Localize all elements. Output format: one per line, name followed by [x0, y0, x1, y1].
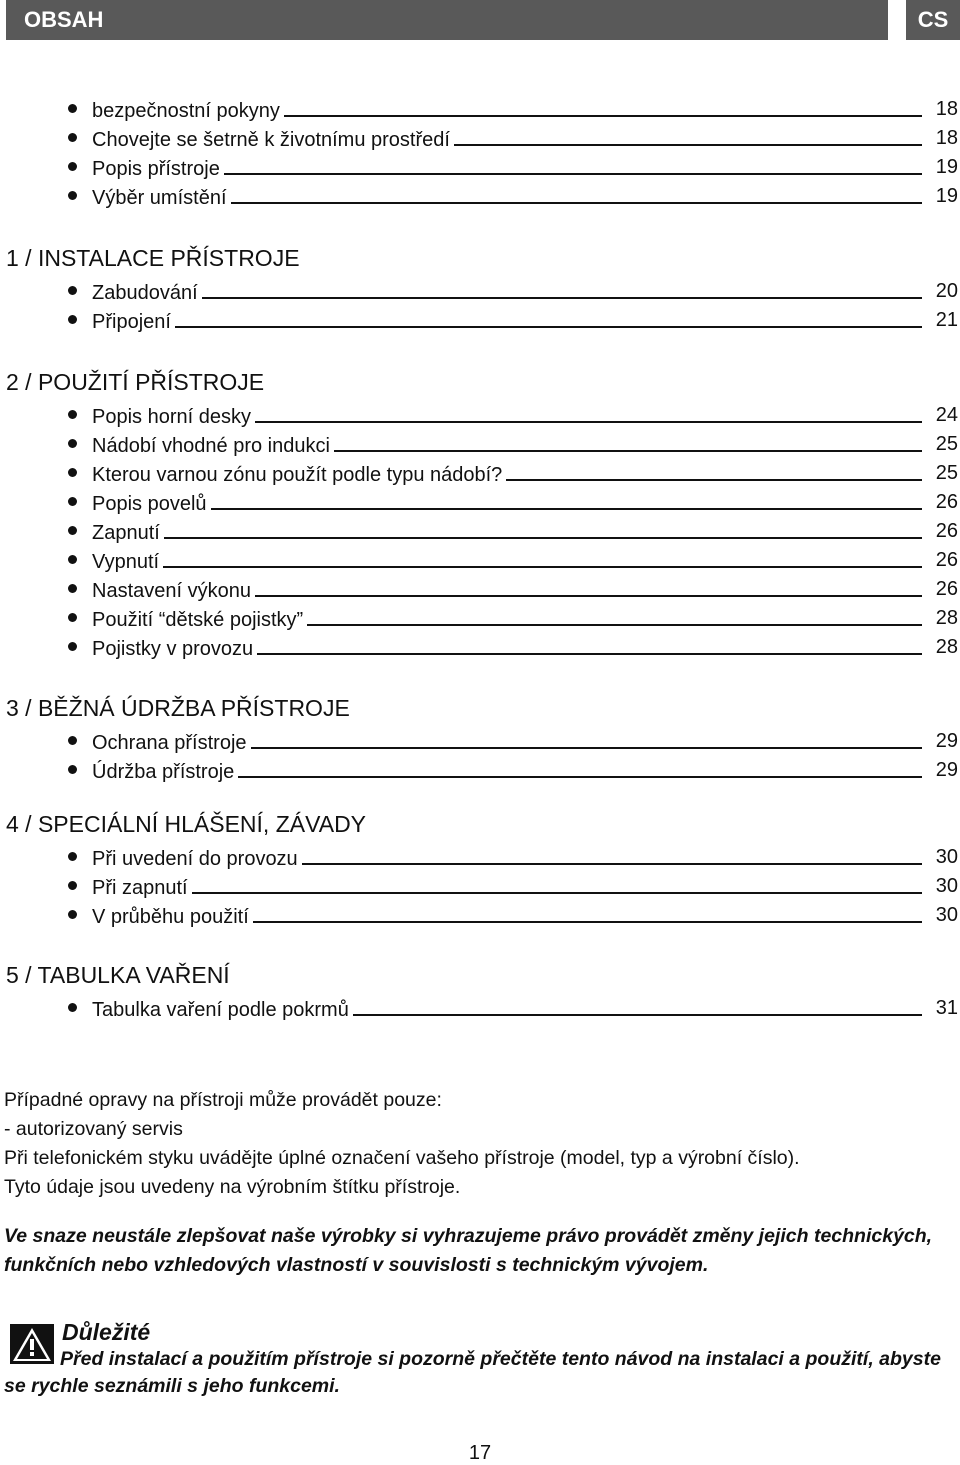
section-title: 2 / POUŽITÍ PŘÍSTROJE	[6, 369, 265, 395]
toc-entry[interactable]	[0, 400, 960, 429]
toc-entry-label: Zapnutí	[92, 522, 160, 544]
leader-line	[353, 1014, 922, 1016]
toc-entry-label: Popis přístroje	[92, 158, 220, 180]
bullet-icon	[68, 910, 77, 919]
page-number: 17	[468, 1442, 492, 1464]
bullet-icon	[68, 852, 77, 861]
toc-entry-label: Použití “dětské pojistky”	[92, 609, 304, 631]
toc-entry[interactable]	[0, 516, 960, 545]
toc-entry[interactable]	[0, 871, 960, 900]
toc-entry-label: Tabulka vaření podle pokrmů	[92, 999, 349, 1021]
toc-entry-page: 28	[935, 636, 958, 658]
leader-line	[164, 537, 922, 539]
leader-line	[454, 144, 922, 146]
leader-line	[255, 595, 922, 597]
bullet-icon	[68, 736, 77, 745]
toc-entry[interactable]	[0, 152, 960, 181]
bullet-icon	[68, 642, 77, 651]
bullet-icon	[68, 555, 77, 564]
toc-entry-label: Kterou varnou zónu použít podle typu nádobí?	[92, 464, 503, 486]
toc-entry-label: Ochrana přístroje	[92, 732, 247, 754]
toc-entry-label: Chovejte se šetrně k životnímu prostředí	[92, 129, 450, 151]
leader-line	[284, 115, 922, 117]
bullet-icon	[68, 468, 77, 477]
toc-entry[interactable]	[0, 632, 960, 661]
toc-entry-page: 29	[935, 759, 958, 781]
leader-line	[238, 776, 922, 778]
toc-entry-label: Nádobí vhodné pro indukci	[92, 435, 330, 457]
toc-entry-page: 20	[935, 280, 958, 302]
toc-entry[interactable]	[0, 900, 960, 929]
section-title: 5 / TABULKA VAŘENÍ	[6, 962, 230, 988]
notes-line-2: - autorizovaný servis	[4, 1118, 183, 1140]
leader-line	[251, 747, 922, 749]
notes-line-1: Případné opravy na přístroji může provádět pouze:	[4, 1089, 442, 1111]
section-title: 3 / BĚŽNÁ ÚDRŽBA PŘÍSTROJE	[6, 695, 350, 721]
leader-line	[506, 479, 922, 481]
toc-entry-page: 26	[935, 520, 958, 542]
leader-line	[253, 921, 922, 923]
toc-entry[interactable]	[0, 305, 960, 334]
bullet-icon	[68, 1003, 77, 1012]
toc-entry-page: 25	[935, 433, 958, 455]
toc-entry-page: 19	[935, 156, 958, 178]
toc-entry-label: Při zapnutí	[92, 877, 188, 899]
toc-entry-page: 29	[935, 730, 958, 752]
toc-entry-page: 26	[935, 578, 958, 600]
toc-entry-page: 30	[935, 846, 958, 868]
toc-entry-label: Zabudování	[92, 282, 198, 304]
leader-line	[231, 202, 922, 204]
bullet-icon	[68, 439, 77, 448]
bullet-icon	[68, 191, 77, 200]
toc-entry-page: 26	[935, 549, 958, 571]
leader-line	[175, 326, 922, 328]
toc-entry[interactable]	[0, 603, 960, 632]
toc-entry[interactable]	[0, 458, 960, 487]
toc-entry[interactable]	[0, 755, 960, 784]
toc-entry[interactable]	[0, 94, 960, 123]
section-title: 1 / INSTALACE PŘÍSTROJE	[6, 245, 300, 271]
toc-entry-label: Údržba přístroje	[92, 761, 235, 783]
toc-entry-page: 24	[935, 404, 958, 426]
toc-entry-page: 31	[935, 997, 958, 1019]
bullet-icon	[68, 410, 77, 419]
bullet-icon	[68, 765, 77, 774]
service-notes	[4, 1086, 954, 1202]
header-title: OBSAH	[6, 0, 888, 40]
toc-entry-label: Popis horní desky	[92, 406, 251, 428]
leader-line	[255, 421, 922, 423]
notes-line-4: Tyto údaje jsou uvedeny na výrobním štítku přístroje.	[4, 1176, 461, 1198]
toc-entry-page: 18	[935, 127, 958, 149]
important-title: Důležité	[62, 1319, 151, 1345]
leader-line	[202, 297, 922, 299]
toc-entry-label: bezpečnostní pokyny	[92, 100, 280, 122]
bullet-icon	[68, 881, 77, 890]
bullet-icon	[68, 584, 77, 593]
toc-entry-label: Při uvedení do provozu	[92, 848, 298, 870]
toc-entry[interactable]	[0, 123, 960, 152]
bullet-icon	[68, 613, 77, 622]
section-title: 4 / SPECIÁLNÍ HLÁŠENÍ, ZÁVADY	[6, 811, 367, 837]
toc-entry-label: Připojení	[92, 311, 171, 333]
notes-line-3: Při telefonickém styku uvádějte úplné označení vašeho přístroje (model, typ a výrobní číslo).	[4, 1147, 800, 1169]
toc-entry-label: Pojistky v provozu	[92, 638, 254, 660]
leader-line	[334, 450, 922, 452]
bullet-icon	[68, 162, 77, 171]
toc-entry[interactable]	[0, 726, 960, 755]
leader-line	[307, 624, 922, 626]
leader-line	[224, 173, 922, 175]
toc-entry[interactable]	[0, 993, 960, 1022]
leader-line	[192, 892, 922, 894]
toc-entry-page: 30	[935, 904, 958, 926]
toc-entry-page: 30	[935, 875, 958, 897]
bullet-icon	[68, 133, 77, 142]
toc-entry-label: Vypnutí	[92, 551, 160, 573]
toc-entry[interactable]	[0, 574, 960, 603]
toc-entry[interactable]	[0, 429, 960, 458]
toc-entry[interactable]	[0, 276, 960, 305]
leader-line	[163, 566, 922, 568]
important-text: Před instalací a použitím přístroje si pozorně přečtěte tento návod na instalaci a použití, abyste se rychle seznámili s jeho funkcemi.	[4, 1348, 941, 1397]
bullet-icon	[68, 497, 77, 506]
toc-entry-page: 25	[935, 462, 958, 484]
bullet-icon	[68, 315, 77, 324]
toc-entry[interactable]	[0, 487, 960, 516]
leader-line	[257, 653, 922, 655]
toc-entry[interactable]	[0, 545, 960, 574]
toc-entry-label: Nastavení výkonu	[92, 580, 251, 602]
toc-entry-page: 21	[935, 309, 958, 331]
toc-entry-page: 19	[935, 185, 958, 207]
header	[0, 0, 960, 42]
leader-line	[302, 863, 922, 865]
bullet-icon	[68, 526, 77, 535]
toc-entry-page: 18	[935, 98, 958, 120]
toc-entry-page: 28	[935, 607, 958, 629]
toc-entry-page: 26	[935, 491, 958, 513]
toc-entry[interactable]	[0, 181, 960, 210]
bullet-icon	[68, 286, 77, 295]
leader-line	[211, 508, 922, 510]
change-notice: Ve snaze neustále zlepšovat naše výrobky si vyhrazujeme právo provádět změny jejich technických, funkčních nebo vzhledových vlastností v souvislosti s technickým vývojem.	[4, 1225, 933, 1276]
bullet-icon	[68, 104, 77, 113]
toc-entry-label: Popis povelů	[92, 493, 207, 515]
toc-entry[interactable]	[0, 842, 960, 871]
language-badge: CS	[906, 0, 960, 40]
toc-entry-label: Výběr umístění	[92, 187, 227, 209]
toc-entry-label: V průběhu použití	[92, 906, 249, 928]
